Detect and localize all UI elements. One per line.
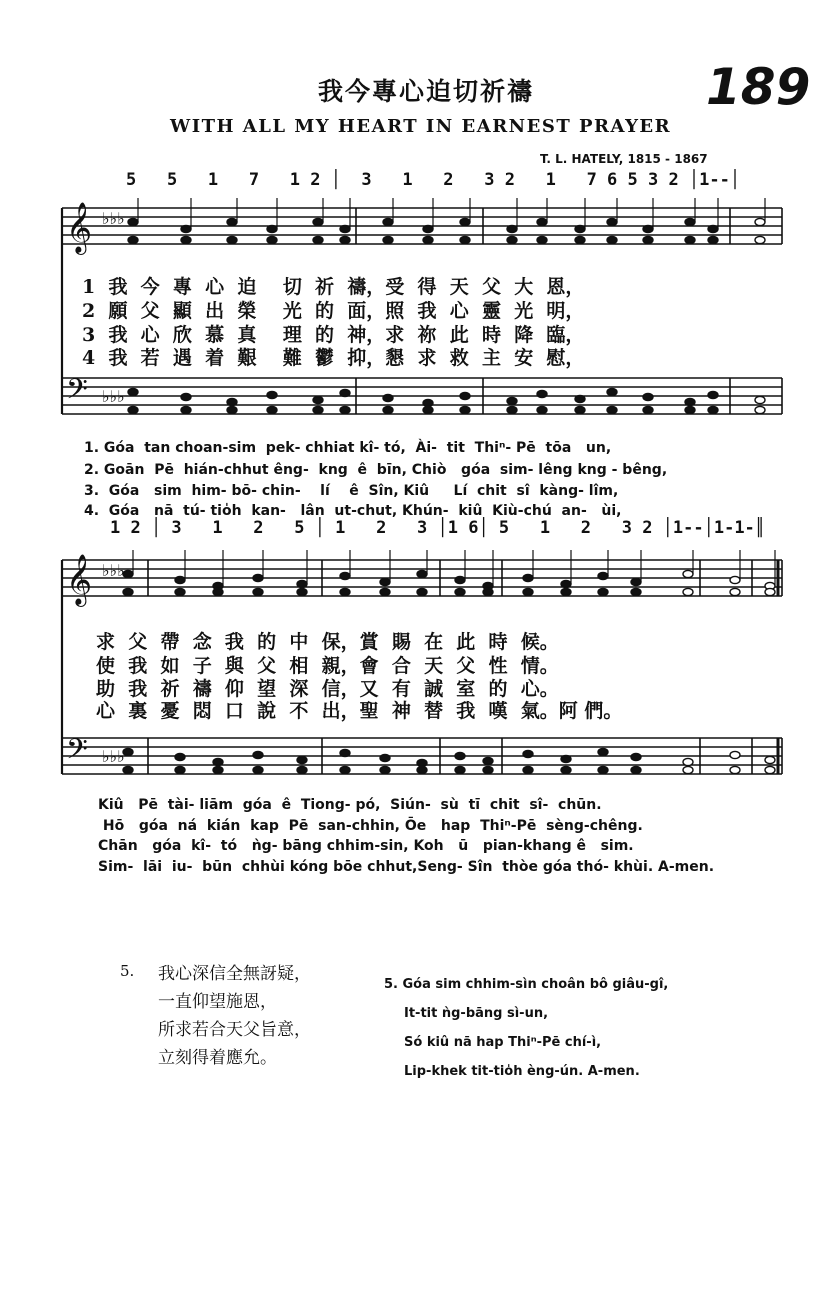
note-head: [213, 588, 223, 595]
romanized-verse-3: 3. Góa sim him- bō- chin- lí ê Sîn, Kiû Lí chit sî kàng- lîm,: [84, 483, 619, 499]
stanza-5-romanized-line: Só kiû nā hap Thiⁿ-Pē chí-ì,: [404, 1035, 602, 1050]
stanza-5-number: 5.: [120, 962, 135, 980]
note-head: [598, 748, 608, 755]
note-head: [598, 766, 608, 773]
chinese-verse-3: 3 我 心 欣 慕 真 理 的 神，求 祢 此 時 降 臨，: [82, 324, 585, 346]
note-head: [380, 766, 390, 773]
note-head: [561, 580, 571, 587]
note-head: [423, 406, 433, 413]
note-head: [340, 225, 350, 232]
note-head: [755, 406, 765, 413]
note-head: [267, 391, 277, 398]
treble-clef-icon: 𝄞: [66, 202, 93, 253]
note-head: [575, 406, 585, 413]
note-head: [297, 588, 307, 595]
stanza-5-romanized-line: 5. Góa sim chhim-sìn choân bô giâu-gî,: [384, 977, 669, 992]
note-head: [708, 391, 718, 398]
note-head: [460, 392, 470, 399]
note-head: [417, 570, 427, 577]
note-head: [631, 766, 641, 773]
note-head: [643, 236, 653, 243]
note-head: [417, 588, 427, 595]
note-head: [765, 766, 775, 773]
note-head: [423, 236, 433, 243]
note-head: [730, 576, 740, 583]
note-head: [181, 225, 191, 232]
note-head: [417, 766, 427, 773]
note-head: [537, 390, 547, 397]
note-head: [561, 766, 571, 773]
note-head: [455, 752, 465, 759]
note-head: [537, 218, 547, 225]
note-head: [128, 236, 138, 243]
note-head: [523, 588, 533, 595]
note-head: [267, 406, 277, 413]
note-head: [643, 406, 653, 413]
note-head: [297, 580, 307, 587]
note-head: [575, 395, 585, 402]
note-head: [340, 766, 350, 773]
note-head: [267, 236, 277, 243]
composer-credit: T. L. HATELY, 1815 - 1867: [540, 152, 708, 166]
note-head: [643, 393, 653, 400]
note-head: [123, 588, 133, 595]
romanized-verse-3-line-2: Chān góa kî- tó ǹg- bāng chhim-sin, Koh ū pian-khang ê sim.: [98, 838, 634, 854]
romanized-verse-2-line-2: Hō góa ná kián kap Pē san-chhin, Ōe hap Thiⁿ-Pē sèng-chêng.: [98, 818, 643, 834]
note-head: [507, 406, 517, 413]
note-head: [561, 588, 571, 595]
stanza-5-chinese-line: 立刻得着應允。: [158, 1048, 277, 1068]
note-head: [128, 218, 138, 225]
note-head: [685, 406, 695, 413]
note-head: [507, 225, 517, 232]
note-head: [765, 756, 775, 763]
note-head: [380, 578, 390, 585]
note-head: [227, 406, 237, 413]
note-head: [380, 754, 390, 761]
note-head: [213, 758, 223, 765]
note-head: [340, 389, 350, 396]
note-head: [631, 588, 641, 595]
note-head: [227, 218, 237, 225]
note-head: [537, 406, 547, 413]
note-head: [383, 394, 393, 401]
numeric-notation-line-1: 5 5 1 7 1 2 │ 3 1 2 3 2 1 7 6 5 3 2 │1--│: [126, 170, 741, 190]
note-head: [460, 236, 470, 243]
note-head: [685, 236, 695, 243]
note-head: [683, 766, 693, 773]
treble-clef-icon: 𝄞: [66, 554, 93, 605]
note-head: [175, 766, 185, 773]
hymn-title-english: WITH ALL MY HEART IN EARNEST PRAYER: [170, 116, 672, 137]
key-signature-flats-icon: ♭♭♭: [102, 561, 125, 580]
note-head: [340, 236, 350, 243]
note-head: [455, 576, 465, 583]
note-head: [683, 570, 693, 577]
note-head: [755, 236, 765, 243]
note-head: [313, 406, 323, 413]
note-head: [607, 388, 617, 395]
hymn-title-chinese: 我今專心迫切祈禱: [318, 77, 535, 106]
note-head: [297, 756, 307, 763]
hymn-number: 189: [706, 58, 811, 116]
note-head: [683, 588, 693, 595]
note-head: [383, 406, 393, 413]
note-head: [175, 588, 185, 595]
romanized-verse-4-line-2: Sim- lāi iu- būn chhùi kóng bōe chhut,Seng- Sîn thòe góa thó- khùi. A-men.: [98, 859, 715, 875]
note-head: [340, 588, 350, 595]
note-head: [765, 588, 775, 595]
key-signature-flats-icon: ♭♭♭: [102, 747, 125, 766]
note-head: [340, 572, 350, 579]
note-head: [607, 236, 617, 243]
chinese-verse-3-line-2: 助 我 祈 禱 仰 望 深 信，又 有 誠 室 的 心。: [96, 678, 559, 700]
note-head: [181, 406, 191, 413]
note-head: [483, 766, 493, 773]
stanza-5-romanized-line: Lip-khek tit-tio̍h èng-ún. A-men.: [404, 1064, 640, 1079]
note-head: [181, 393, 191, 400]
note-head: [685, 398, 695, 405]
note-head: [575, 225, 585, 232]
note-head: [483, 757, 493, 764]
stanza-5-chinese-line: 所求若合天父旨意，: [158, 1020, 311, 1040]
note-head: [340, 749, 350, 756]
note-head: [253, 751, 263, 758]
bass-clef-icon: 𝄢: [66, 373, 88, 413]
note-head: [175, 576, 185, 583]
note-head: [128, 388, 138, 395]
note-head: [755, 218, 765, 225]
note-head: [631, 753, 641, 760]
note-head: [313, 218, 323, 225]
note-head: [730, 751, 740, 758]
chinese-verse-1: 1 我 今 專 心 迫 切 祈 禱，受 得 天 父 大 恩，: [82, 276, 585, 298]
note-head: [297, 766, 307, 773]
note-head: [598, 572, 608, 579]
romanized-verse-1-line-2: Kiû Pē tài- liām góa ê Tiong- pó, Siún- sù tī chit sî- chūn.: [98, 797, 602, 813]
numeric-notation-line-2: 1 2 │ 3 1 2 5 │ 1 2 3 │1 6│ 5 1 2 3 2 │1--│1-1-║: [110, 518, 766, 538]
note-head: [730, 766, 740, 773]
note-head: [313, 236, 323, 243]
note-head: [683, 758, 693, 765]
chinese-verse-2: 2 願 父 顯 出 榮 光 的 面，照 我 心 靈 光 明，: [82, 300, 585, 322]
note-head: [181, 236, 191, 243]
note-head: [523, 750, 533, 757]
stanza-5-romanized: [384, 970, 668, 1086]
note-head: [253, 574, 263, 581]
note-head: [643, 225, 653, 232]
romanized-verse-4: 4. Góa nā tú- tio̍h kan- lân ut-chut, Khún- kiû Kiù-chú an- ùi,: [84, 503, 622, 519]
note-head: [455, 588, 465, 595]
bass-clef-icon: 𝄢: [66, 733, 88, 773]
note-head: [253, 588, 263, 595]
note-head: [755, 396, 765, 403]
romanized-verse-1: 1. Góa tan choan-sim pek- chhiat kî- tó, Ài- tit Thiⁿ- Pē tōa un,: [84, 440, 612, 456]
key-signature-flats-icon: ♭♭♭: [102, 387, 125, 406]
note-head: [507, 236, 517, 243]
romanized-verse-2: 2. Goān Pē hián-chhut êng- kng ê bīn, Chiò góa sim- lêng kng - bêng,: [84, 462, 668, 478]
note-head: [631, 578, 641, 585]
note-head: [128, 406, 138, 413]
note-head: [340, 406, 350, 413]
note-head: [537, 236, 547, 243]
chinese-verse-1-line-2: 求 父 帶 念 我 的 中 保，賞 賜 在 此 時 候。: [96, 631, 559, 653]
chinese-verse-4: 4 我 若 遇 着 艱 難 鬱 抑，懇 求 救 主 安 慰，: [82, 347, 585, 369]
note-head: [313, 396, 323, 403]
note-head: [253, 766, 263, 773]
note-head: [607, 406, 617, 413]
note-head: [380, 588, 390, 595]
note-head: [460, 218, 470, 225]
note-head: [417, 759, 427, 766]
chinese-verse-4-line-2: 心 裏 憂 悶 口 說 不 出，聖 神 替 我 嘆 氣。阿 們。: [96, 700, 623, 722]
note-head: [175, 753, 185, 760]
note-head: [227, 236, 237, 243]
stanza-5-chinese-line: 我心深信全無訝疑，: [158, 964, 311, 984]
key-signature-flats-icon: ♭♭♭: [102, 209, 125, 228]
note-head: [523, 574, 533, 581]
note-head: [423, 225, 433, 232]
note-head: [607, 218, 617, 225]
note-head: [575, 236, 585, 243]
note-head: [123, 766, 133, 773]
note-head: [267, 225, 277, 232]
note-head: [423, 399, 433, 406]
note-head: [523, 766, 533, 773]
note-head: [213, 766, 223, 773]
stanza-5-romanized-line: It-tit ǹg-bāng sì-un,: [404, 1006, 549, 1021]
note-head: [383, 218, 393, 225]
note-head: [708, 406, 718, 413]
note-head: [483, 588, 493, 595]
note-head: [455, 766, 465, 773]
note-head: [685, 218, 695, 225]
note-head: [708, 225, 718, 232]
note-head: [227, 398, 237, 405]
note-head: [383, 236, 393, 243]
note-head: [561, 755, 571, 762]
note-head: [708, 236, 718, 243]
note-head: [730, 588, 740, 595]
stanza-5-chinese-line: 一直仰望施恩，: [158, 992, 277, 1012]
chinese-verse-2-line-2: 使 我 如 子 與 父 相 親，會 合 天 父 性 情。: [96, 655, 559, 677]
note-head: [460, 406, 470, 413]
note-head: [598, 588, 608, 595]
stanza-5-chinese: [158, 960, 311, 1072]
note-head: [507, 397, 517, 404]
